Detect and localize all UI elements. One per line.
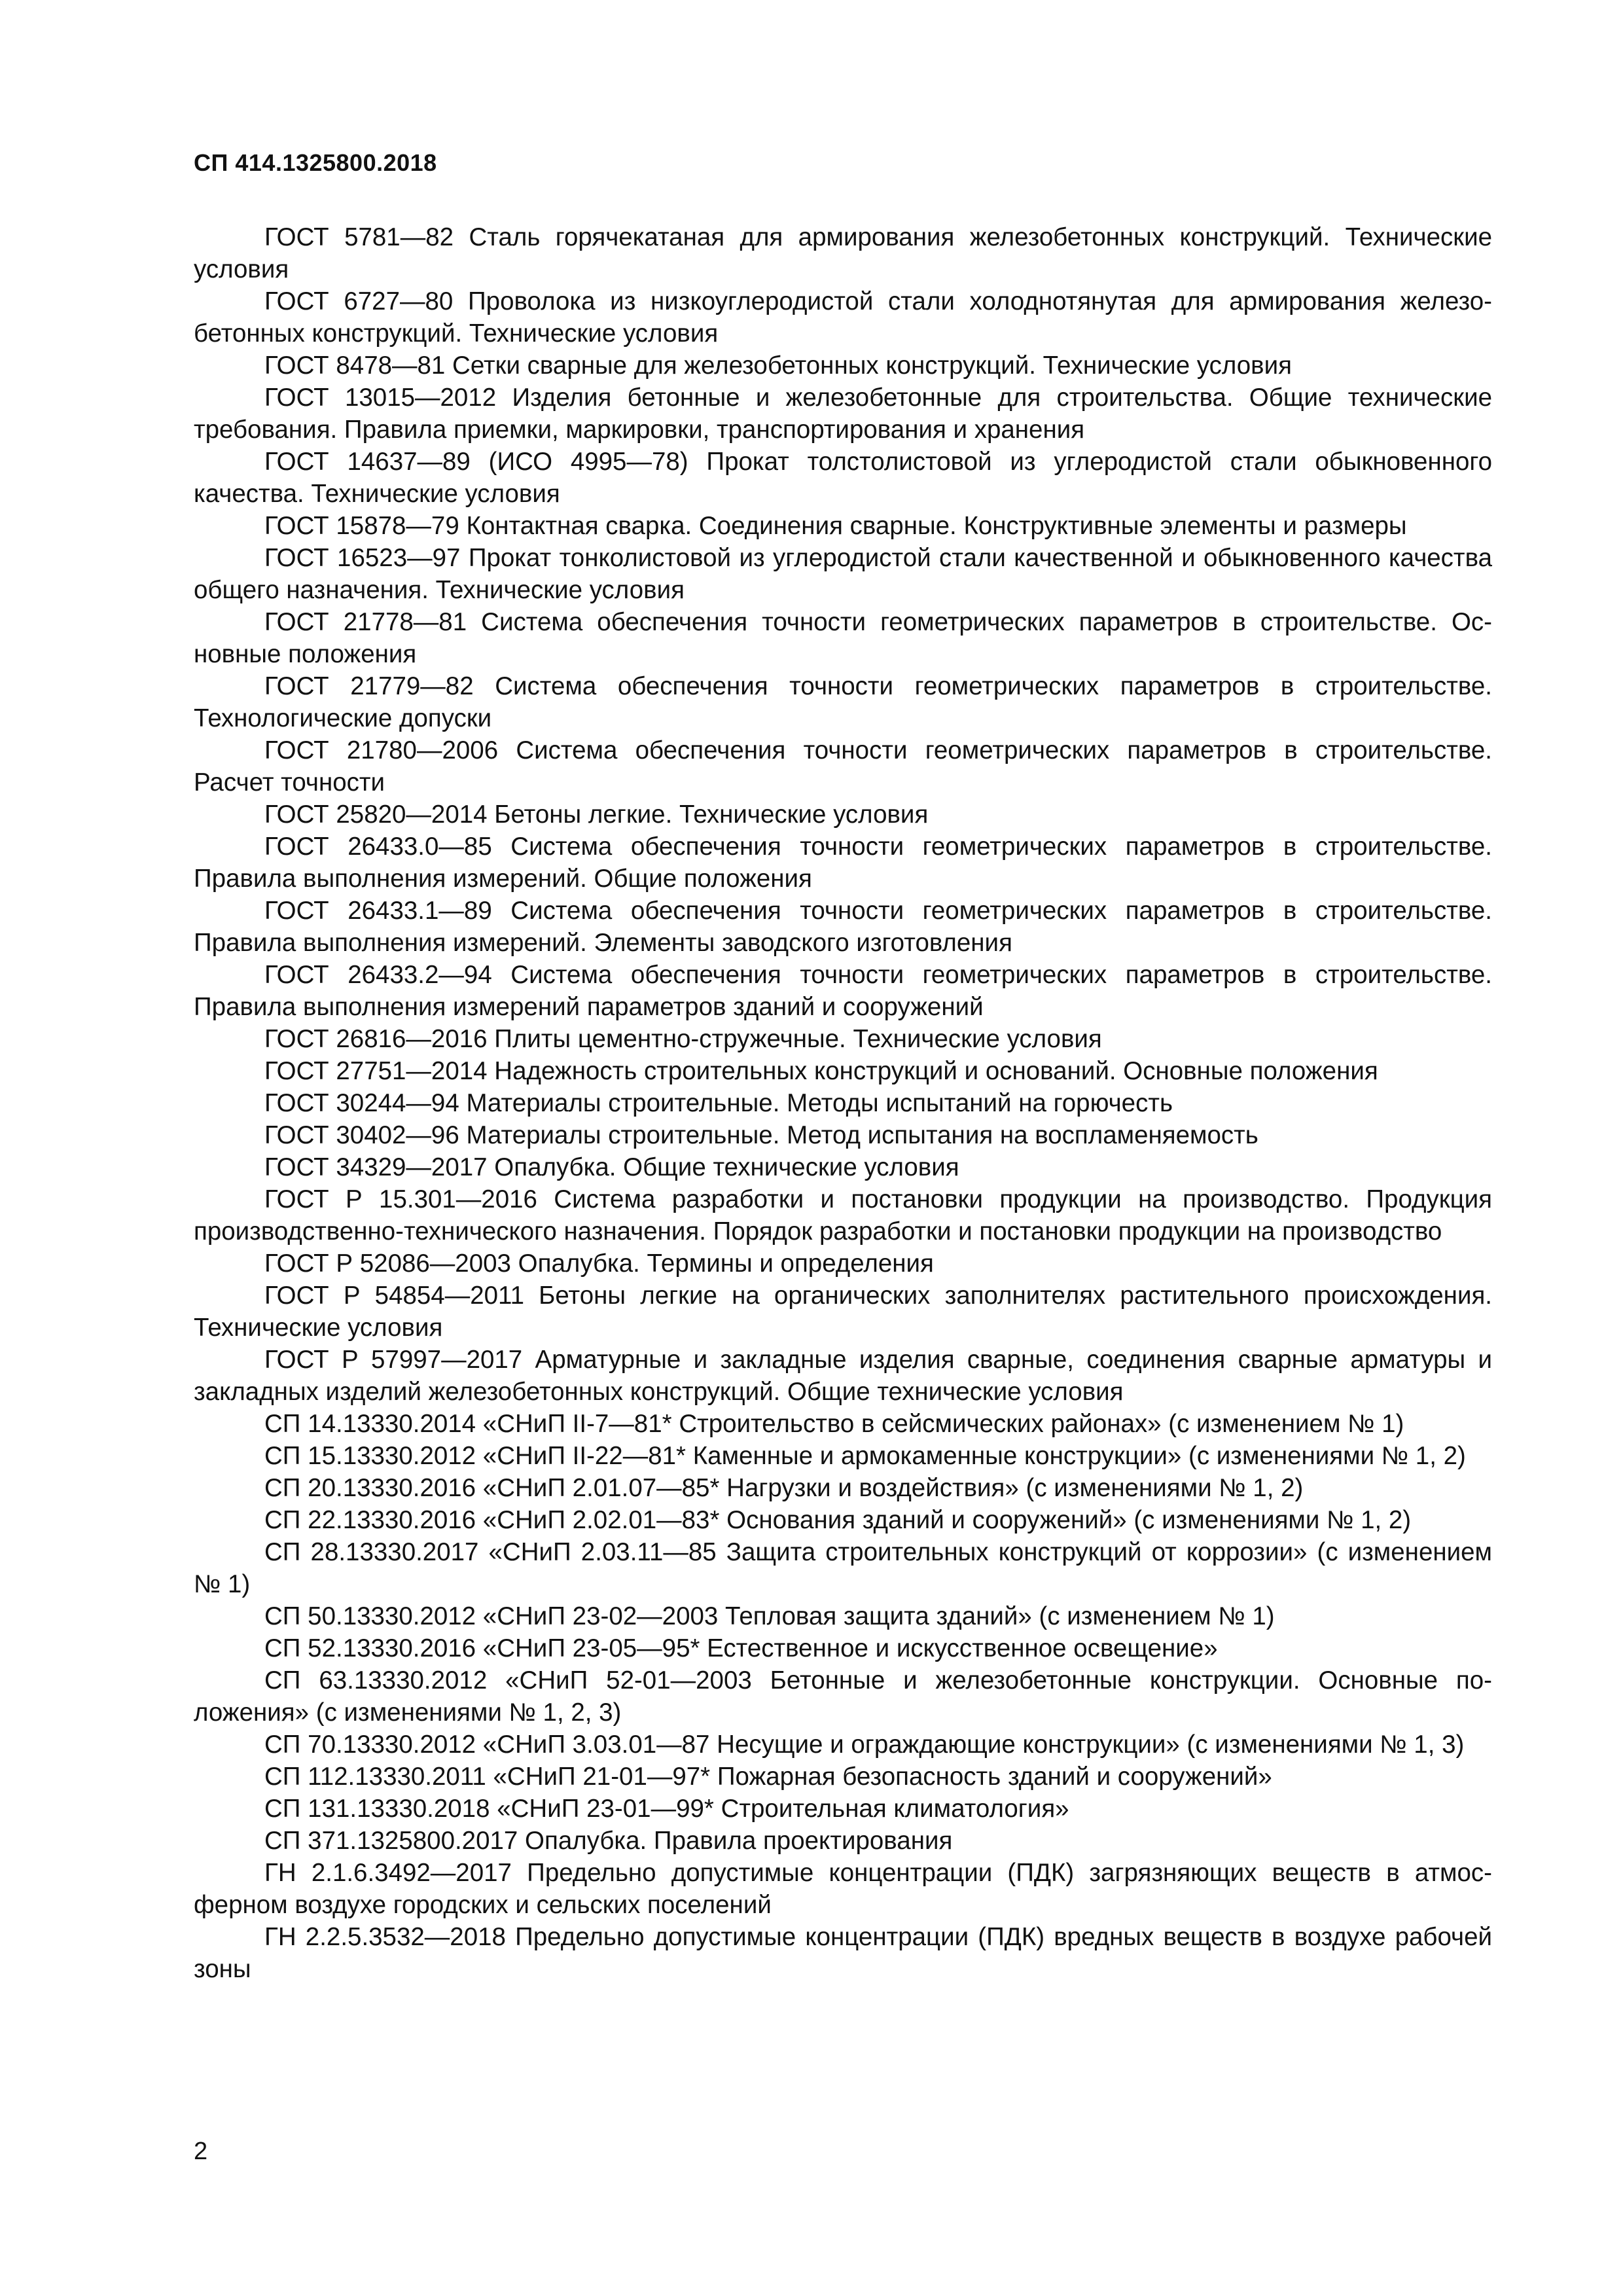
reference-entry: ГОСТ 21779—82 Система обеспечения точности геометрических параметров в строительстве. Технологические допуски <box>194 672 1492 732</box>
reference-entry: СП 52.13330.2016 «СНиП 23-05—95* Естественное и искусственное освещение» <box>264 1634 1218 1662</box>
reference-entry: СП 371.1325800.2017 Опалубка. Правила проектирования <box>264 1827 953 1855</box>
reference-entry: СП 70.13330.2012 «СНиП 3.03.01—87 Несущие и ограждающие конструкции» (с изменениями № 1, 3) <box>264 1731 1465 1759</box>
reference-entry: ГОСТ 15878—79 Контактная сварка. Соединения сварные. Конструктивные элементы и размеры <box>264 512 1407 540</box>
page-number: 2 <box>194 2138 208 2165</box>
reference-entry: ГОСТ 26433.2—94 Система обеспечения точности геометрических параметров в строительстве. Правила выполнения измерений параметров зданий и сооружений <box>194 961 1492 1021</box>
reference-entry: СП 112.13330.2011 «СНиП 21-01—97* Пожарная безопасность зданий и сооружений» <box>264 1763 1272 1791</box>
reference-entry: СП 50.13330.2012 «СНиП 23-02—2003 Тепловая защита зданий» (с изменением № 1) <box>264 1602 1275 1630</box>
reference-entry: СП 22.13330.2016 «СНиП 2.02.01—83* Основания зданий и сооружений» (с изменениями № 1, 2) <box>264 1506 1412 1534</box>
reference-entry: ГОСТ 26816—2016 Плиты цементно-стружечные. Технические условия <box>264 1025 1102 1053</box>
reference-entry: СП 14.13330.2014 «СНиП II-7—81* Строительство в сейсмических районах» (с изменением № 1) <box>264 1410 1404 1438</box>
reference-entry: ГОСТ 5781—82 Сталь горячекатаная для армирования железобетонных конструкций. Технические условия <box>194 223 1492 283</box>
page-header: СП 414.1325800.2018 <box>194 149 437 176</box>
reference-entry: СП 15.13330.2012 «СНиП II-22—81* Каменные и армокаменные конструкции» (с изменениями № 1, 2) <box>264 1442 1466 1470</box>
reference-entry: СП 131.13330.2018 «СНиП 23-01—99* Строительная климатология» <box>264 1795 1069 1823</box>
reference-entry: ГОСТ 26433.1—89 Система обеспечения точности геометрических параметров в строительстве. Правила выполнения измерений. Элементы заводского изготовления <box>194 897 1492 957</box>
reference-entry: ГОСТ Р 15.301—2016 Система разработки и постановки продукции на производство. Продукция производственно-технического назначения. Порядок разработки и постановки продукции на производство <box>194 1185 1492 1246</box>
reference-list <box>194 221 1492 1985</box>
reference-entry: ГОСТ Р 52086—2003 Опалубка. Термины и определения <box>264 1249 934 1278</box>
reference-entry: ГОСТ 21780—2006 Система обеспечения точности геометрических параметров в строительстве. Расчет точности <box>194 736 1492 797</box>
reference-entry: ГН 2.1.6.3492—2017 Предельно допустимые концентрации (ПДК) загрязняющих веществ в атмосферном воздухе городских и сельских поселений <box>194 1859 1492 1919</box>
reference-entry: ГОСТ 30244—94 Материалы строительные. Методы испытаний на горючесть <box>264 1089 1173 1117</box>
reference-entry: ГОСТ 30402—96 Материалы строительные. Метод испытания на воспламеняемость <box>264 1121 1258 1149</box>
reference-entry: ГОСТ 14637—89 (ИСО 4995—78) Прокат толстолистовой из углеродистой стали обыкновенного качества. Технические условия <box>194 448 1492 508</box>
reference-entry: ГОСТ Р 57997—2017 Арматурные и закладные изделия сварные, соединения сварные арматуры и закладных изделий железобетонных конструкций. Общие технические условия <box>194 1346 1492 1406</box>
reference-entry: ГОСТ 21778—81 Система обеспечения точности геометрических параметров в строительстве. Основные положения <box>194 608 1492 668</box>
reference-entry: ГОСТ Р 54854—2011 Бетоны легкие на органических заполнителях растительного происхождения. Технические условия <box>194 1282 1492 1342</box>
reference-entry: ГОСТ 6727—80 Проволока из низкоуглеродистой стали холоднотянутая для армирования железобетонных конструкций. Технические условия <box>194 287 1492 348</box>
reference-entry: ГН 2.2.5.3532—2018 Предельно допустимые концентрации (ПДК) вредных веществ в воздухе рабочей зоны <box>194 1923 1492 1983</box>
reference-entry: СП 20.13330.2016 «СНиП 2.01.07—85* Нагрузки и воздействия» (с изменениями № 1, 2) <box>264 1474 1304 1502</box>
reference-entry: ГОСТ 8478—81 Сетки сварные для железобетонных конструкций. Технические условия <box>264 351 1292 380</box>
reference-entry: СП 28.13330.2017 «СНиП 2.03.11—85 Защита строительных конструкций от коррозии» (с изменением № 1) <box>194 1538 1492 1598</box>
reference-entry: ГОСТ 34329—2017 Опалубка. Общие технические условия <box>264 1153 959 1181</box>
reference-entry: СП 63.13330.2012 «СНиП 52-01—2003 Бетонные и железобетонные конструкции. Основные положения» (с изменениями № 1, 2, 3) <box>194 1666 1492 1727</box>
reference-entry: ГОСТ 16523—97 Прокат тонколистовой из углеродистой стали качественной и обыкновенного качества общего назначения. Технические условия <box>194 544 1492 604</box>
reference-entry: ГОСТ 13015—2012 Изделия бетонные и железобетонные для строительства. Общие технические требования. Правила приемки, маркировки, транспортирования и хранения <box>194 384 1492 444</box>
reference-entry: ГОСТ 27751—2014 Надежность строительных конструкций и оснований. Основные положения <box>264 1057 1378 1085</box>
reference-entry: ГОСТ 25820—2014 Бетоны легкие. Технические условия <box>264 800 929 829</box>
reference-entry: ГОСТ 26433.0—85 Система обеспечения точности геометрических параметров в строительстве. Правила выполнения измерений. Общие положения <box>194 833 1492 893</box>
